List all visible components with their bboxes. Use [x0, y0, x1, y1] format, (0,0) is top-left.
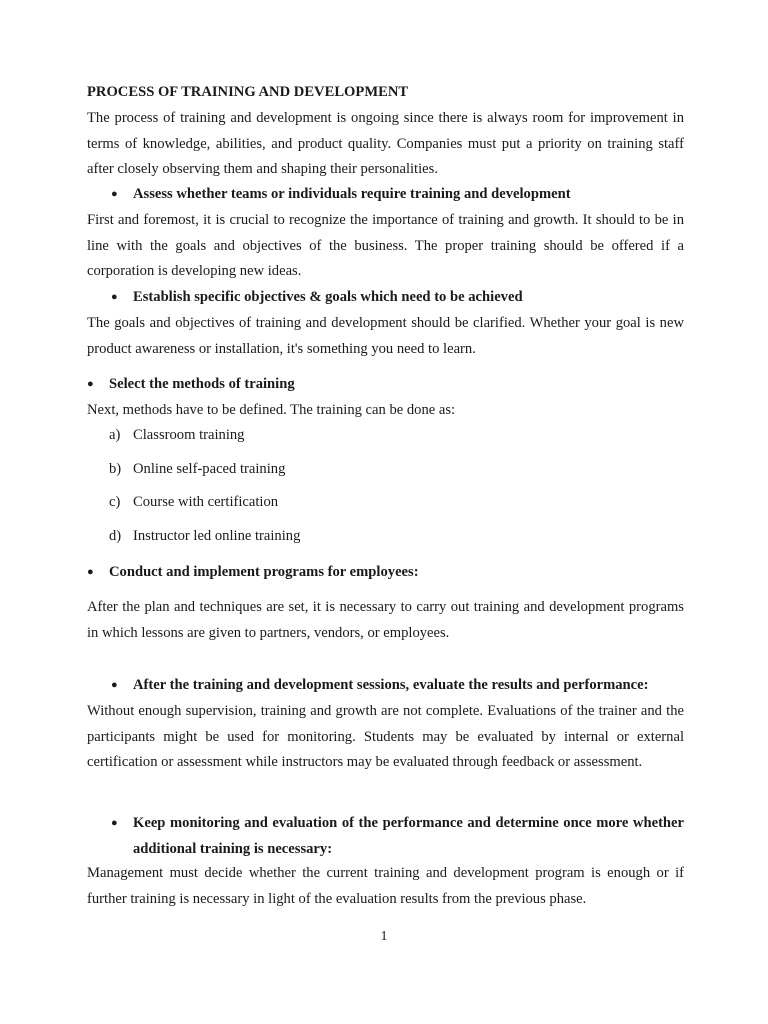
- list-item: [109, 528, 300, 545]
- section-body-assess: First and foremost, it is crucial to recognize the importance of training and growth. It should to be in line with the goals and objectives of the business. The proper training should be offered if a corporation is developing new ideas.: [87, 212, 684, 279]
- page-number: 1: [380, 929, 388, 944]
- list-marker: a): [109, 427, 121, 443]
- list-text: Instructor led online training: [133, 528, 301, 544]
- bullet-icon: ●: [111, 817, 118, 829]
- bullet-icon: ●: [87, 378, 94, 390]
- section-body-objectives: The goals and objectives of training and development should be clarified. Whether your goal is new product awareness or installation, it's something you need to learn.: [87, 315, 684, 357]
- section-body-conduct: After the plan and techniques are set, it is necessary to carry out training and development programs in which lessons are given to partners, vendors, or employees.: [87, 599, 684, 641]
- section-heading-assess: [111, 182, 571, 208]
- document-title: PROCESS OF TRAINING AND DEVELOPMENT: [87, 84, 409, 100]
- list-item: [109, 427, 244, 444]
- bullet-icon: ●: [111, 188, 118, 200]
- intro-paragraph: The process of training and development is ongoing since there is always room for improvement in terms of knowledge, abilities, and product quality. Companies must put a priority on training staff after closely observing them and shaping their personalities.: [87, 110, 684, 177]
- list-text: Online self-paced training: [133, 461, 286, 477]
- section-body-methods: Next, methods have to be defined. The training can be done as:: [87, 402, 456, 418]
- section-heading-methods: [87, 372, 295, 398]
- list-marker: b): [109, 461, 122, 477]
- section-heading-conduct: [87, 560, 419, 586]
- heading-text: Establish specific objectives & goals which need to be achieved: [133, 289, 523, 305]
- section-body-evaluate: Without enough supervision, training and growth are not complete. Evaluations of the trainer and the participants might be used for monitoring. Students may be evaluated by internal or external certification or assessment while instructors may be evaluated through feedback or assessment.: [87, 703, 684, 770]
- list-marker: c): [109, 494, 121, 510]
- bullet-icon: ●: [87, 566, 94, 578]
- list-text: Course with certification: [133, 494, 279, 510]
- section-heading-objectives: [111, 285, 523, 311]
- section-body-monitor: Management must decide whether the current training and development program is enough or if further training is necessary in light of the evaluation results from the previous phase.: [87, 865, 684, 907]
- heading-text: Select the methods of training: [109, 376, 295, 392]
- section-heading-evaluate: [111, 673, 648, 699]
- heading-text: After the training and development sessions, evaluate the results and performance:: [133, 677, 649, 693]
- bullet-icon: ●: [111, 679, 118, 691]
- bullet-icon: ●: [111, 291, 118, 303]
- list-text: Classroom training: [133, 427, 245, 443]
- heading-text: Assess whether teams or individuals require training and development: [133, 186, 571, 202]
- list-item: [109, 461, 285, 478]
- section-heading-monitor: [111, 811, 684, 862]
- list-marker: d): [109, 528, 122, 544]
- heading-text: Conduct and implement programs for employees:: [109, 564, 419, 580]
- heading-text: Keep monitoring and evaluation of the performance and determine once more whether additional training is necessary:: [133, 815, 684, 857]
- list-item: [109, 494, 278, 511]
